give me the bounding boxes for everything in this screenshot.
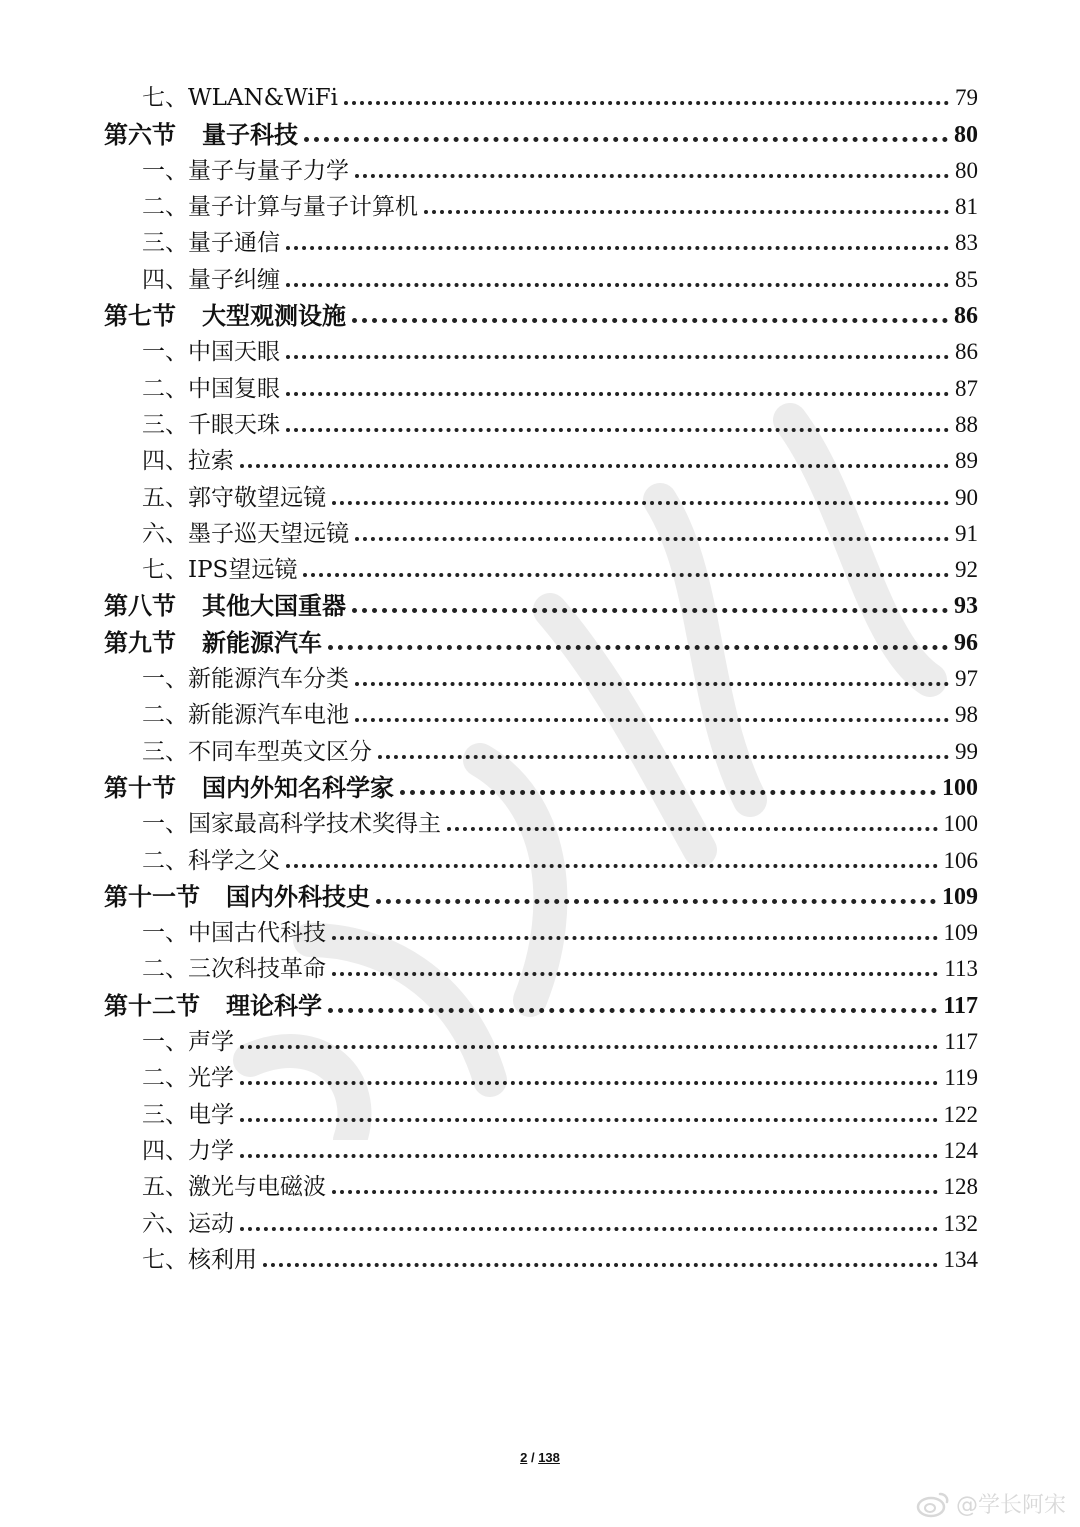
toc-section-number: 第十一节 <box>104 881 200 911</box>
toc-dot-leader <box>355 682 949 686</box>
toc-section-row[interactable] <box>104 588 978 624</box>
toc-dot-leader <box>286 864 938 868</box>
toc-title: 四、力学 <box>142 1137 234 1164</box>
toc-subsection-row[interactable] <box>104 334 978 370</box>
toc-page-number: 81 <box>955 194 978 220</box>
toc-dot-leader <box>355 537 949 541</box>
toc-page-number: 134 <box>943 1246 978 1272</box>
toc-page-number: 90 <box>955 484 978 510</box>
toc-dot-leader <box>332 1190 938 1194</box>
toc-title: 新能源汽车 <box>202 627 322 657</box>
toc-page-number: 92 <box>955 557 978 583</box>
toc-dot-leader <box>286 392 949 396</box>
toc-subsection-row[interactable] <box>104 552 978 588</box>
toc-dot-leader <box>355 174 949 178</box>
toc-title: 三、不同车型英文区分 <box>142 738 372 765</box>
toc-label <box>142 697 349 733</box>
toc-section-number: 第九节 <box>104 627 176 657</box>
toc-dot-leader <box>352 608 948 613</box>
weibo-icon <box>916 1490 950 1518</box>
toc-label <box>142 552 297 588</box>
toc-subsection-row[interactable] <box>104 516 978 552</box>
toc-title: 一、中国古代科技 <box>142 920 326 947</box>
page-number <box>0 1450 1080 1465</box>
toc-page-number: 128 <box>943 1174 978 1200</box>
toc-section-number: 第六节 <box>104 119 176 149</box>
toc-label <box>142 806 441 842</box>
toc-section-number: 第十节 <box>104 772 176 802</box>
toc-title: 国内外科技史 <box>226 881 370 911</box>
toc-dot-leader <box>240 1227 938 1231</box>
toc-page-number: 89 <box>955 448 978 474</box>
toc-subsection-row[interactable] <box>104 443 978 479</box>
toc-dot-leader <box>344 101 949 105</box>
toc-subsection-row[interactable] <box>104 189 978 225</box>
toc-page-number: 98 <box>955 702 978 728</box>
table-of-contents <box>104 80 978 1278</box>
toc-dot-leader <box>304 137 948 142</box>
page-separator: / <box>527 1450 539 1465</box>
toc-dot-leader <box>240 1045 938 1049</box>
toc-page-number: 96 <box>954 629 978 656</box>
toc-label <box>142 189 418 225</box>
toc-label <box>142 480 326 516</box>
toc-dot-leader <box>286 246 949 250</box>
toc-subsection-row[interactable] <box>104 1133 978 1169</box>
toc-subsection-row[interactable] <box>104 1060 978 1096</box>
page-current: 2 <box>520 1450 528 1465</box>
toc-label <box>104 770 394 806</box>
toc-dot-leader <box>378 755 949 759</box>
toc-title: 四、拉索 <box>142 448 234 475</box>
toc-subsection-row[interactable] <box>104 915 978 951</box>
toc-section-row[interactable] <box>104 298 978 334</box>
toc-label <box>142 1060 234 1096</box>
page-total: 138 <box>538 1450 560 1465</box>
toc-subsection-row[interactable] <box>104 842 978 878</box>
toc-title: 五、激光与电磁波 <box>142 1174 326 1201</box>
toc-dot-leader <box>240 1154 938 1158</box>
toc-dot-leader <box>286 283 949 287</box>
toc-title: 一、声学 <box>142 1029 234 1056</box>
toc-label <box>104 625 322 661</box>
toc-page-number: 93 <box>954 593 978 620</box>
toc-label <box>142 734 372 770</box>
toc-page-number: 122 <box>943 1101 978 1127</box>
toc-label <box>142 516 349 552</box>
toc-section-row[interactable] <box>104 770 978 806</box>
toc-subsection-row[interactable] <box>104 479 978 515</box>
toc-title: 其他大国重器 <box>202 591 346 621</box>
toc-label <box>142 153 349 189</box>
toc-title: 二、量子计算与量子计算机 <box>142 194 418 221</box>
toc-title: 二、新能源汽车电池 <box>142 702 349 729</box>
toc-title: 二、光学 <box>142 1065 234 1092</box>
toc-page-number: 119 <box>944 1065 978 1091</box>
toc-subsection-row[interactable] <box>104 153 978 189</box>
toc-label <box>142 661 349 697</box>
toc-label <box>142 80 338 116</box>
toc-title: 一、新能源汽车分类 <box>142 666 349 693</box>
toc-label <box>104 117 298 153</box>
toc-label <box>104 988 322 1024</box>
toc-subsection-row[interactable] <box>104 1169 978 1205</box>
toc-dot-leader <box>332 972 938 976</box>
toc-page-number: 124 <box>943 1137 978 1163</box>
toc-section-number: 第十二节 <box>104 990 200 1020</box>
toc-label <box>142 843 280 879</box>
toc-label <box>142 915 326 951</box>
toc-label <box>142 225 280 261</box>
toc-label <box>142 262 280 298</box>
toc-dot-leader <box>355 718 949 722</box>
toc-title: 四、量子纠缠 <box>142 266 280 293</box>
toc-title: 六、墨子巡天望远镜 <box>142 520 349 547</box>
toc-subsection-row[interactable] <box>104 1242 978 1278</box>
toc-title: 七、核利用 <box>142 1246 257 1273</box>
toc-title: 五、郭守敬望远镜 <box>142 484 326 511</box>
toc-title: 量子科技 <box>202 119 298 149</box>
toc-dot-leader <box>400 790 936 795</box>
toc-section-row[interactable] <box>104 116 978 152</box>
toc-label <box>142 1133 234 1169</box>
toc-page-number: 113 <box>944 956 978 982</box>
toc-page-number: 86 <box>954 303 978 330</box>
toc-title: 七、IPS望远镜 <box>142 557 298 584</box>
toc-page-number: 97 <box>955 666 978 692</box>
toc-page-number: 80 <box>955 157 978 183</box>
toc-label <box>142 334 280 370</box>
toc-dot-leader <box>240 1081 938 1085</box>
toc-page-number: 109 <box>942 883 978 910</box>
toc-subsection-row[interactable] <box>104 1205 978 1241</box>
toc-label <box>142 371 280 407</box>
toc-subsection-row[interactable] <box>104 407 978 443</box>
toc-subsection-row[interactable] <box>104 80 978 116</box>
toc-label <box>142 407 280 443</box>
toc-page-number: 100 <box>942 774 978 801</box>
toc-title: 七、WLAN&WiFi <box>142 85 339 112</box>
toc-dot-leader <box>286 428 949 432</box>
toc-label <box>142 1206 234 1242</box>
toc-dot-leader <box>332 501 949 505</box>
toc-page-number: 109 <box>943 920 978 946</box>
toc-label <box>142 1024 234 1060</box>
toc-subsection-row[interactable] <box>104 697 978 733</box>
weibo-watermark <box>916 1488 1066 1519</box>
toc-dot-leader <box>352 318 948 323</box>
toc-title: 三、量子通信 <box>142 230 280 257</box>
toc-dot-leader <box>240 1118 938 1122</box>
toc-label <box>142 443 234 479</box>
toc-label <box>142 1097 234 1133</box>
toc-section-row[interactable] <box>104 624 978 660</box>
toc-label <box>104 588 346 624</box>
toc-page-number: 117 <box>944 1029 978 1055</box>
toc-page-number: 87 <box>955 375 978 401</box>
toc-section-number: 第八节 <box>104 591 176 621</box>
toc-title: 一、国家最高科学技术奖得主 <box>142 811 441 838</box>
toc-title: 理论科学 <box>226 990 322 1020</box>
toc-title: 二、三次科技革命 <box>142 956 326 983</box>
toc-dot-leader <box>447 827 938 831</box>
toc-page-number: 91 <box>955 520 978 546</box>
toc-subsection-row[interactable] <box>104 1096 978 1132</box>
toc-page-number: 83 <box>955 230 978 256</box>
toc-dot-leader <box>376 899 936 904</box>
toc-label <box>142 951 326 987</box>
toc-subsection-row[interactable] <box>104 733 978 769</box>
toc-label <box>142 1169 326 1205</box>
toc-title: 一、中国天眼 <box>142 339 280 366</box>
toc-subsection-row[interactable] <box>104 661 978 697</box>
toc-title: 三、千眼天珠 <box>142 411 280 438</box>
toc-dot-leader <box>328 645 948 650</box>
toc-title: 六、运动 <box>142 1210 234 1237</box>
toc-subsection-row[interactable] <box>104 951 978 987</box>
toc-title: 二、中国复眼 <box>142 375 280 402</box>
toc-dot-leader <box>240 464 949 468</box>
toc-subsection-row[interactable] <box>104 370 978 406</box>
toc-title: 国内外知名科学家 <box>202 772 394 802</box>
weibo-handle: @学长阿宋 <box>955 1493 1066 1518</box>
toc-dot-leader <box>263 1263 938 1267</box>
toc-page-number: 99 <box>955 738 978 764</box>
toc-subsection-row[interactable] <box>104 1024 978 1060</box>
toc-subsection-row[interactable] <box>104 225 978 261</box>
toc-dot-leader <box>303 573 949 577</box>
toc-dot-leader <box>332 936 938 940</box>
toc-page-number: 106 <box>943 847 978 873</box>
toc-page-number: 117 <box>943 992 978 1019</box>
toc-label <box>104 298 346 334</box>
toc-page-number: 86 <box>955 339 978 365</box>
toc-page-number: 79 <box>955 85 978 111</box>
toc-page-number: 85 <box>955 266 978 292</box>
toc-page-number: 100 <box>943 811 978 837</box>
toc-page-number: 132 <box>943 1210 978 1236</box>
toc-subsection-row[interactable] <box>104 806 978 842</box>
toc-subsection-row[interactable] <box>104 261 978 297</box>
toc-dot-leader <box>286 355 949 359</box>
toc-title: 三、电学 <box>142 1101 234 1128</box>
toc-section-row[interactable] <box>104 879 978 915</box>
toc-page-number: 88 <box>955 411 978 437</box>
toc-section-number: 第七节 <box>104 301 176 331</box>
toc-label <box>142 1242 257 1278</box>
toc-label <box>104 879 370 915</box>
toc-section-row[interactable] <box>104 987 978 1023</box>
toc-dot-leader <box>424 210 949 214</box>
toc-title: 大型观测设施 <box>202 301 346 331</box>
toc-title: 一、量子与量子力学 <box>142 157 349 184</box>
toc-dot-leader <box>328 1008 937 1013</box>
toc-title: 二、科学之父 <box>142 847 280 874</box>
toc-page-number: 80 <box>954 121 978 148</box>
